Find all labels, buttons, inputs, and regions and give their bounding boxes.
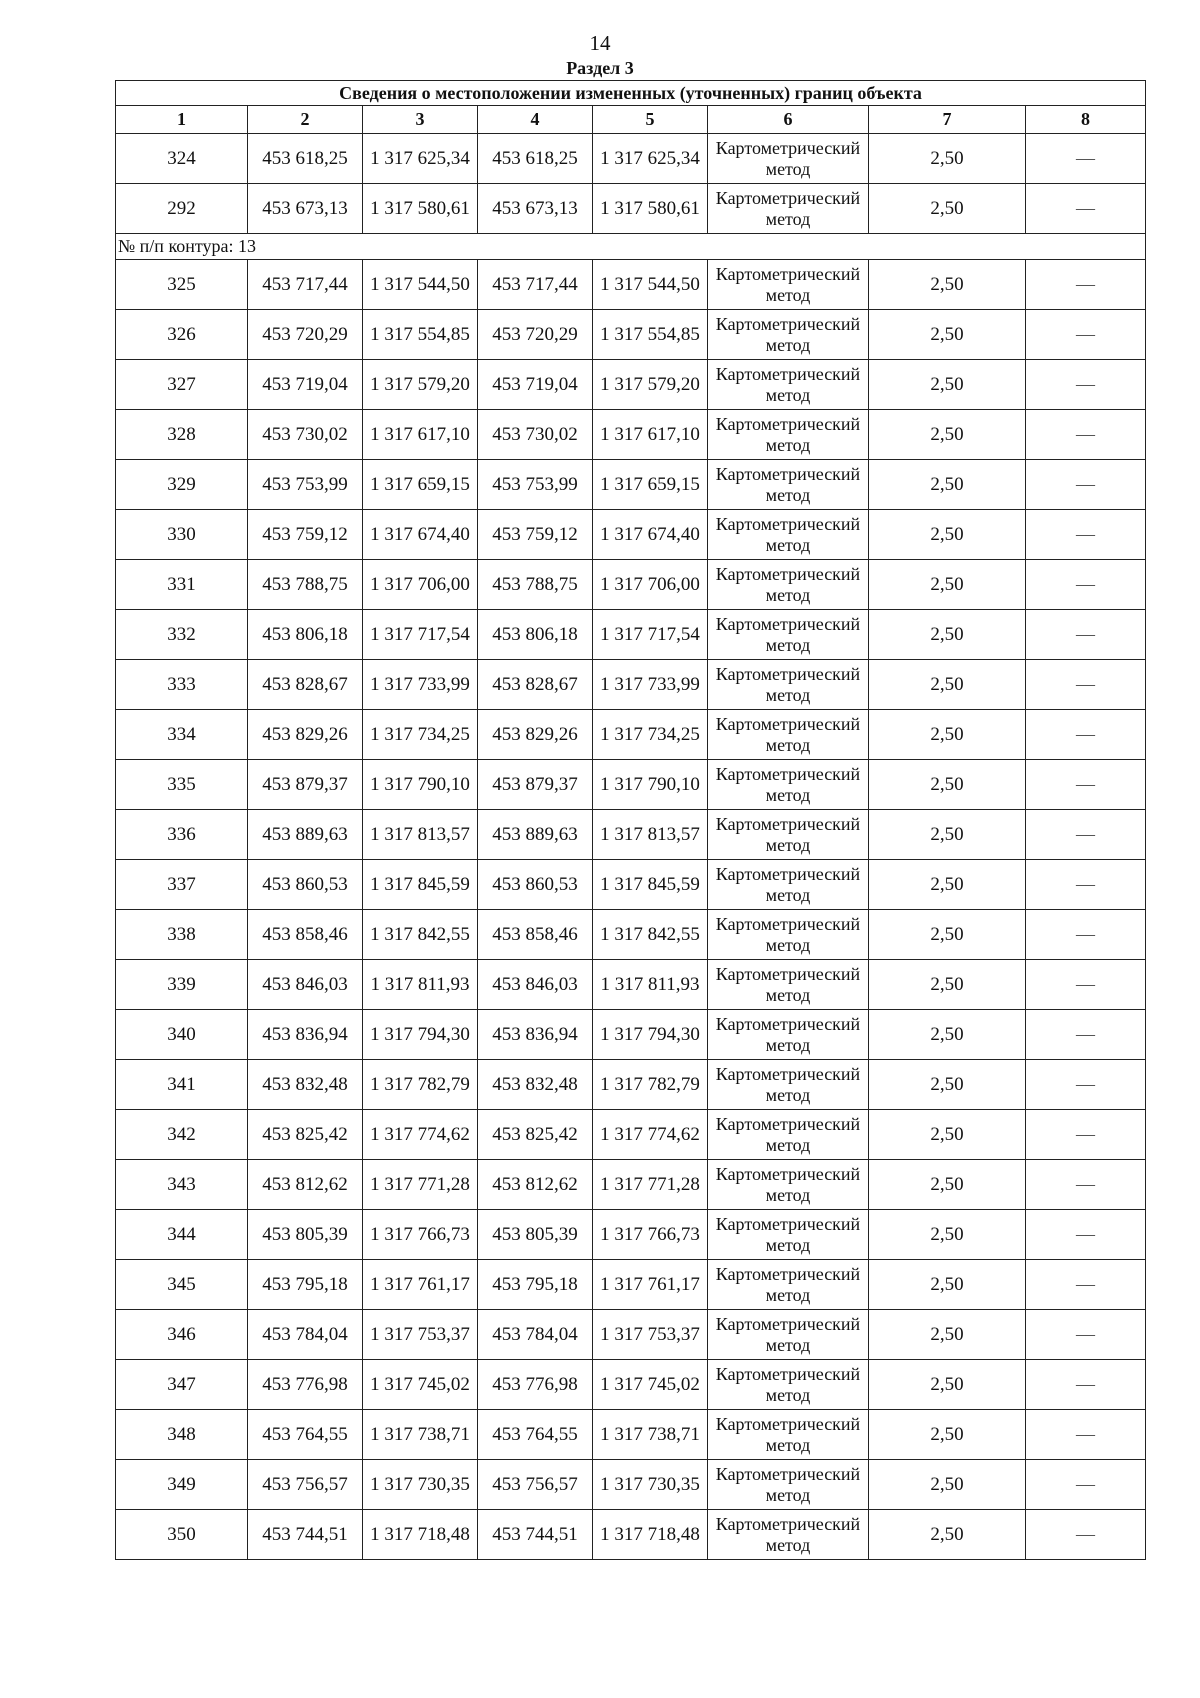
cell-description: — (1026, 510, 1146, 560)
cell-accuracy: 2,50 (869, 360, 1026, 410)
cell-y-new: 1 317 753,37 (593, 1310, 708, 1360)
cell-point-number: 346 (116, 1310, 248, 1360)
cell-x-existing: 453 825,42 (248, 1110, 363, 1160)
cell-point-number: 345 (116, 1260, 248, 1310)
cell-point-number: 327 (116, 360, 248, 410)
cell-x-new: 453 889,63 (478, 810, 593, 860)
cell-accuracy: 2,50 (869, 1410, 1026, 1460)
table-row (116, 310, 1146, 360)
cell-point-number: 348 (116, 1410, 248, 1460)
column-header-3: 3 (363, 106, 478, 134)
cell-description: — (1026, 260, 1146, 310)
table-row (116, 410, 1146, 460)
cell-y-existing: 1 317 738,71 (363, 1410, 478, 1460)
cell-point-number: 326 (116, 310, 248, 360)
cell-y-existing: 1 317 718,48 (363, 1510, 478, 1560)
cell-point-number: 338 (116, 910, 248, 960)
cell-accuracy: 2,50 (869, 134, 1026, 184)
cell-method: Картометрический метод (708, 760, 869, 810)
cell-x-existing: 453 812,62 (248, 1160, 363, 1210)
cell-y-existing: 1 317 544,50 (363, 260, 478, 310)
cell-method: Картометрический метод (708, 960, 869, 1010)
contour-label: № п/п контура: 13 (116, 234, 1146, 260)
table-row (116, 1310, 1146, 1360)
cell-accuracy: 2,50 (869, 760, 1026, 810)
cell-description: — (1026, 1460, 1146, 1510)
cell-method: Картометрический метод (708, 1510, 869, 1560)
cell-x-new: 453 795,18 (478, 1260, 593, 1310)
cell-description: — (1026, 184, 1146, 234)
cell-description: — (1026, 1160, 1146, 1210)
cell-x-existing: 453 860,53 (248, 860, 363, 910)
cell-x-existing: 453 673,13 (248, 184, 363, 234)
cell-method: Картометрический метод (708, 1460, 869, 1510)
cell-y-existing: 1 317 659,15 (363, 460, 478, 510)
column-number-header-row (116, 106, 1146, 134)
cell-x-existing: 453 744,51 (248, 1510, 363, 1560)
cell-y-existing: 1 317 782,79 (363, 1060, 478, 1110)
cell-description: — (1026, 410, 1146, 460)
cell-x-existing: 453 776,98 (248, 1360, 363, 1410)
section-label: Раздел 3 (566, 58, 634, 78)
cell-x-existing: 453 618,25 (248, 134, 363, 184)
cell-x-existing: 453 806,18 (248, 610, 363, 660)
cell-x-new: 453 836,94 (478, 1010, 593, 1060)
cell-y-existing: 1 317 774,62 (363, 1110, 478, 1160)
cell-point-number: 341 (116, 1060, 248, 1110)
cell-method: Картометрический метод (708, 660, 869, 710)
cell-x-new: 453 846,03 (478, 960, 593, 1010)
table-row (116, 960, 1146, 1010)
cell-x-new: 453 805,39 (478, 1210, 593, 1260)
cell-y-new: 1 317 734,25 (593, 710, 708, 760)
cell-point-number: 349 (116, 1460, 248, 1510)
table-row (116, 260, 1146, 310)
cell-method: Картометрический метод (708, 810, 869, 860)
cell-point-number: 350 (116, 1510, 248, 1560)
cell-y-existing: 1 317 811,93 (363, 960, 478, 1010)
column-header-5: 5 (593, 106, 708, 134)
cell-y-existing: 1 317 674,40 (363, 510, 478, 560)
cell-x-existing: 453 719,04 (248, 360, 363, 410)
cell-y-new: 1 317 580,61 (593, 184, 708, 234)
table-row (116, 560, 1146, 610)
cell-point-number: 333 (116, 660, 248, 710)
cell-x-new: 453 860,53 (478, 860, 593, 910)
cell-point-number: 335 (116, 760, 248, 810)
cell-accuracy: 2,50 (869, 1110, 1026, 1160)
cell-x-existing: 453 753,99 (248, 460, 363, 510)
cell-accuracy: 2,50 (869, 184, 1026, 234)
page-number: 14 (589, 31, 611, 55)
cell-x-new: 453 673,13 (478, 184, 593, 234)
cell-accuracy: 2,50 (869, 960, 1026, 1010)
table-row (116, 1010, 1146, 1060)
cell-x-new: 453 759,12 (478, 510, 593, 560)
cell-accuracy: 2,50 (869, 710, 1026, 760)
cell-y-existing: 1 317 706,00 (363, 560, 478, 610)
cell-point-number: 331 (116, 560, 248, 610)
cell-y-existing: 1 317 761,17 (363, 1260, 478, 1310)
cell-point-number: 334 (116, 710, 248, 760)
cell-method: Картометрический метод (708, 910, 869, 960)
table-row (116, 610, 1146, 660)
cell-method: Картометрический метод (708, 460, 869, 510)
cell-description: — (1026, 1260, 1146, 1310)
table-row (116, 760, 1146, 810)
cell-description: — (1026, 360, 1146, 410)
cell-y-existing: 1 317 579,20 (363, 360, 478, 410)
cell-x-new: 453 618,25 (478, 134, 593, 184)
table-row (116, 134, 1146, 184)
table-row (116, 510, 1146, 560)
cell-x-existing: 453 846,03 (248, 960, 363, 1010)
cell-x-existing: 453 879,37 (248, 760, 363, 810)
table-row (116, 360, 1146, 410)
cell-description: — (1026, 860, 1146, 910)
cell-x-new: 453 764,55 (478, 1410, 593, 1460)
cell-y-existing: 1 317 730,35 (363, 1460, 478, 1510)
table-row (116, 660, 1146, 710)
table-row (116, 1160, 1146, 1210)
contour-row (116, 234, 1146, 260)
table-row (116, 1260, 1146, 1310)
cell-y-new: 1 317 842,55 (593, 910, 708, 960)
cell-method: Картометрический метод (708, 1160, 869, 1210)
table-row (116, 710, 1146, 760)
cell-accuracy: 2,50 (869, 1510, 1026, 1560)
cell-y-new: 1 317 766,73 (593, 1210, 708, 1260)
column-header-8: 8 (1026, 106, 1146, 134)
cell-accuracy: 2,50 (869, 410, 1026, 460)
cell-point-number: 325 (116, 260, 248, 310)
cell-x-new: 453 828,67 (478, 660, 593, 710)
table-row (116, 184, 1146, 234)
cell-accuracy: 2,50 (869, 660, 1026, 710)
cell-description: — (1026, 1010, 1146, 1060)
cell-accuracy: 2,50 (869, 560, 1026, 610)
cell-x-new: 453 832,48 (478, 1060, 593, 1110)
cell-accuracy: 2,50 (869, 860, 1026, 910)
cell-y-new: 1 317 579,20 (593, 360, 708, 410)
cell-method: Картометрический метод (708, 1360, 869, 1410)
cell-point-number: 336 (116, 810, 248, 860)
cell-x-existing: 453 828,67 (248, 660, 363, 710)
cell-y-existing: 1 317 753,37 (363, 1310, 478, 1360)
cell-description: — (1026, 560, 1146, 610)
table-row (116, 1360, 1146, 1410)
cell-description: — (1026, 960, 1146, 1010)
cell-accuracy: 2,50 (869, 610, 1026, 660)
cell-x-existing: 453 889,63 (248, 810, 363, 860)
cell-description: — (1026, 1310, 1146, 1360)
cell-y-new: 1 317 733,99 (593, 660, 708, 710)
cell-method: Картометрический метод (708, 1410, 869, 1460)
table-row (116, 1060, 1146, 1110)
cell-accuracy: 2,50 (869, 1210, 1026, 1260)
cell-x-new: 453 788,75 (478, 560, 593, 610)
cell-y-new: 1 317 625,34 (593, 134, 708, 184)
cell-method: Картометрический метод (708, 1060, 869, 1110)
cell-y-existing: 1 317 790,10 (363, 760, 478, 810)
table-row (116, 1410, 1146, 1460)
table-row (116, 1510, 1146, 1560)
cell-y-existing: 1 317 733,99 (363, 660, 478, 710)
cell-method: Картометрический метод (708, 184, 869, 234)
cell-x-new: 453 776,98 (478, 1360, 593, 1410)
cell-accuracy: 2,50 (869, 1360, 1026, 1410)
cell-y-existing: 1 317 734,25 (363, 710, 478, 760)
cell-y-existing: 1 317 813,57 (363, 810, 478, 860)
cell-method: Картометрический метод (708, 1110, 869, 1160)
table-row (116, 1210, 1146, 1260)
cell-y-existing: 1 317 580,61 (363, 184, 478, 234)
cell-accuracy: 2,50 (869, 310, 1026, 360)
table-row (116, 860, 1146, 910)
cell-point-number: 343 (116, 1160, 248, 1210)
cell-accuracy: 2,50 (869, 1460, 1026, 1510)
cell-y-existing: 1 317 617,10 (363, 410, 478, 460)
cell-method: Картометрический метод (708, 1310, 869, 1360)
cell-x-new: 453 753,99 (478, 460, 593, 510)
cell-accuracy: 2,50 (869, 510, 1026, 560)
cell-x-existing: 453 836,94 (248, 1010, 363, 1060)
cell-y-new: 1 317 790,10 (593, 760, 708, 810)
cell-accuracy: 2,50 (869, 1310, 1026, 1360)
cell-x-existing: 453 858,46 (248, 910, 363, 960)
cell-x-existing: 453 784,04 (248, 1310, 363, 1360)
cell-x-new: 453 858,46 (478, 910, 593, 960)
cell-description: — (1026, 1410, 1146, 1460)
column-header-1: 1 (116, 106, 248, 134)
cell-x-new: 453 825,42 (478, 1110, 593, 1160)
cell-description: — (1026, 910, 1146, 960)
cell-accuracy: 2,50 (869, 1260, 1026, 1310)
cell-description: — (1026, 760, 1146, 810)
cell-description: — (1026, 1360, 1146, 1410)
cell-method: Картометрический метод (708, 1210, 869, 1260)
table-row (116, 910, 1146, 960)
cell-y-new: 1 317 782,79 (593, 1060, 708, 1110)
cell-y-new: 1 317 774,62 (593, 1110, 708, 1160)
cell-method: Картометрический метод (708, 610, 869, 660)
cell-y-new: 1 317 674,40 (593, 510, 708, 560)
cell-accuracy: 2,50 (869, 1060, 1026, 1110)
cell-x-existing: 453 805,39 (248, 1210, 363, 1260)
cell-description: — (1026, 1110, 1146, 1160)
cell-description: — (1026, 610, 1146, 660)
cell-point-number: 347 (116, 1360, 248, 1410)
cell-y-new: 1 317 718,48 (593, 1510, 708, 1560)
cell-y-new: 1 317 554,85 (593, 310, 708, 360)
cell-point-number: 330 (116, 510, 248, 560)
cell-method: Картометрический метод (708, 1010, 869, 1060)
table-row (116, 460, 1146, 510)
cell-method: Картометрический метод (708, 310, 869, 360)
cell-method: Картометрический метод (708, 860, 869, 910)
table-title-row (116, 81, 1146, 106)
cell-description: — (1026, 460, 1146, 510)
cell-x-new: 453 879,37 (478, 760, 593, 810)
cell-x-new: 453 717,44 (478, 260, 593, 310)
cell-point-number: 328 (116, 410, 248, 460)
column-header-4: 4 (478, 106, 593, 134)
cell-x-existing: 453 759,12 (248, 510, 363, 560)
cell-method: Картометрический метод (708, 510, 869, 560)
table-body (116, 81, 1146, 1560)
cell-y-existing: 1 317 554,85 (363, 310, 478, 360)
cell-point-number: 337 (116, 860, 248, 910)
cell-y-existing: 1 317 842,55 (363, 910, 478, 960)
cell-method: Картометрический метод (708, 260, 869, 310)
cell-method: Картометрический метод (708, 1260, 869, 1310)
cell-x-existing: 453 788,75 (248, 560, 363, 610)
cell-x-new: 453 744,51 (478, 1510, 593, 1560)
cell-x-new: 453 720,29 (478, 310, 593, 360)
cell-y-new: 1 317 771,28 (593, 1160, 708, 1210)
cell-method: Картометрический метод (708, 710, 869, 760)
cell-y-existing: 1 317 717,54 (363, 610, 478, 660)
cell-y-new: 1 317 659,15 (593, 460, 708, 510)
cell-description: — (1026, 710, 1146, 760)
cell-accuracy: 2,50 (869, 260, 1026, 310)
cell-y-new: 1 317 794,30 (593, 1010, 708, 1060)
cell-method: Картометрический метод (708, 134, 869, 184)
cell-description: — (1026, 310, 1146, 360)
table-row (116, 810, 1146, 860)
cell-method: Картометрический метод (708, 360, 869, 410)
cell-x-new: 453 812,62 (478, 1160, 593, 1210)
cell-x-new: 453 730,02 (478, 410, 593, 460)
cell-y-existing: 1 317 794,30 (363, 1010, 478, 1060)
cell-y-existing: 1 317 766,73 (363, 1210, 478, 1260)
cell-accuracy: 2,50 (869, 1160, 1026, 1210)
cell-y-existing: 1 317 845,59 (363, 860, 478, 910)
cell-x-existing: 453 756,57 (248, 1460, 363, 1510)
cell-accuracy: 2,50 (869, 1010, 1026, 1060)
cell-point-number: 339 (116, 960, 248, 1010)
cell-point-number: 332 (116, 610, 248, 660)
column-header-7: 7 (869, 106, 1026, 134)
cell-x-new: 453 829,26 (478, 710, 593, 760)
cell-y-new: 1 317 738,71 (593, 1410, 708, 1460)
cell-description: — (1026, 810, 1146, 860)
table-row (116, 1460, 1146, 1510)
cell-method: Картометрический метод (708, 560, 869, 610)
cell-y-new: 1 317 717,54 (593, 610, 708, 660)
cell-y-new: 1 317 617,10 (593, 410, 708, 460)
cell-y-new: 1 317 845,59 (593, 860, 708, 910)
cell-x-existing: 453 829,26 (248, 710, 363, 760)
table-row (116, 1110, 1146, 1160)
cell-y-new: 1 317 730,35 (593, 1460, 708, 1510)
cell-y-new: 1 317 811,93 (593, 960, 708, 1010)
cell-description: — (1026, 1510, 1146, 1560)
cell-x-existing: 453 795,18 (248, 1260, 363, 1310)
table-title: Сведения о местоположении измененных (уточненных) границ объекта (116, 81, 1146, 106)
cell-description: — (1026, 660, 1146, 710)
cell-y-existing: 1 317 771,28 (363, 1160, 478, 1210)
cell-x-new: 453 756,57 (478, 1460, 593, 1510)
boundary-coordinates-table (115, 80, 1146, 1560)
cell-y-existing: 1 317 745,02 (363, 1360, 478, 1410)
cell-point-number: 342 (116, 1110, 248, 1160)
cell-x-existing: 453 730,02 (248, 410, 363, 460)
cell-x-existing: 453 764,55 (248, 1410, 363, 1460)
column-header-6: 6 (708, 106, 869, 134)
cell-description: — (1026, 1060, 1146, 1110)
cell-y-existing: 1 317 625,34 (363, 134, 478, 184)
cell-y-new: 1 317 745,02 (593, 1360, 708, 1410)
cell-x-existing: 453 720,29 (248, 310, 363, 360)
cell-y-new: 1 317 761,17 (593, 1260, 708, 1310)
column-header-2: 2 (248, 106, 363, 134)
cell-accuracy: 2,50 (869, 910, 1026, 960)
cell-y-new: 1 317 813,57 (593, 810, 708, 860)
cell-x-new: 453 719,04 (478, 360, 593, 410)
cell-point-number: 324 (116, 134, 248, 184)
cell-x-new: 453 784,04 (478, 1310, 593, 1360)
cell-point-number: 340 (116, 1010, 248, 1060)
cell-accuracy: 2,50 (869, 810, 1026, 860)
cell-point-number: 292 (116, 184, 248, 234)
cell-point-number: 329 (116, 460, 248, 510)
cell-point-number: 344 (116, 1210, 248, 1260)
cell-accuracy: 2,50 (869, 460, 1026, 510)
cell-description: — (1026, 1210, 1146, 1260)
cell-y-new: 1 317 706,00 (593, 560, 708, 610)
cell-description: — (1026, 134, 1146, 184)
cell-x-existing: 453 832,48 (248, 1060, 363, 1110)
cell-method: Картометрический метод (708, 410, 869, 460)
cell-x-existing: 453 717,44 (248, 260, 363, 310)
cell-y-new: 1 317 544,50 (593, 260, 708, 310)
cell-x-new: 453 806,18 (478, 610, 593, 660)
